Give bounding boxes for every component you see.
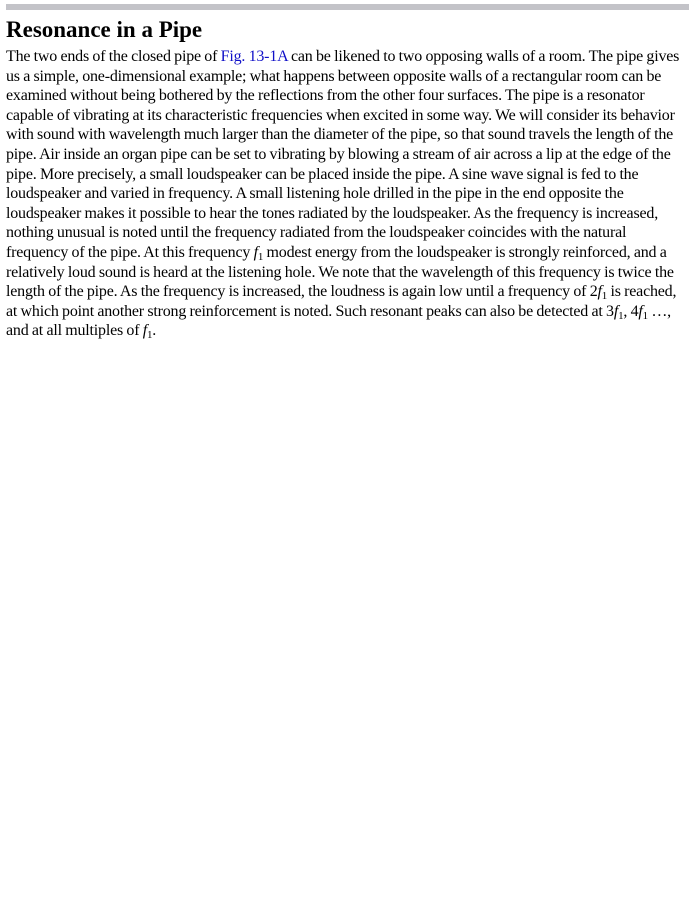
freq-subscript: 1 [601,290,608,303]
freq-symbol: f [613,302,619,320]
page-title: Resonance in a Pipe [6,17,203,42]
freq-subscript: 1 [618,309,624,322]
text-run: can be likened to two opposing walls of a room. The pipe gives us a simple, one-dimensional example; what happens between opposite walls of a rectangular room can be examined without being bothered by the reflections from the other four surfaces. The pipe is a resonator capable of vibrating at its characteristic frequencies when excited in some way. We will consider its behavior with sound with wavelength much larger than the diameter of the pipe, so that sound travels the length of the pipe. Air inside an organ pipe can be set to vibrating by blowing a stream of air across a lip at the edge of the pipe. More precisely, a small loudspeaker can be placed inside the pipe. A sine wave signal is fed to the loudspeaker and varied in frequency. A small listening hole drilled in the pipe in the end opposite the loudspeaker makes it possible to hear the tones radiated by the loudspeaker. As the frequency is increased, nothing unusual is noted until the frequency radiated from the loudspeaker coincides with the natural frequency of the pipe. At this frequency [6,48,680,261]
text-run: …, and at all multiples of [6,302,671,340]
text-run: modest energy from the loudspeaker is strongly reinforced, and a relatively loud sound is heard at the listening hole. We note that the wavelength of this frequency is twice the length of the pipe. As the frequency is increased, the loudness is again low until a frequency of 2 [6,243,674,301]
text-run: . [152,322,157,340]
freq-subscript: 1 [642,309,648,322]
freq-symbol: f [638,302,643,320]
text-run: The two ends of the closed pipe of [6,48,221,65]
freq-symbol: f [142,322,147,340]
freq-subscript: 1 [257,250,264,263]
top-rule [6,4,689,10]
figure-link[interactable]: Fig. 13-1A [220,48,288,65]
body-paragraph [6,47,690,341]
freq-symbol: f [597,283,602,301]
freq-subscript: 1 [146,329,153,342]
freq-symbol: f [253,243,258,261]
text-run: is reached, at which point another strong reinforcement is noted. Such resonant peaks can also be detected at 3 [6,283,677,320]
text-run: , 4 [623,302,639,320]
